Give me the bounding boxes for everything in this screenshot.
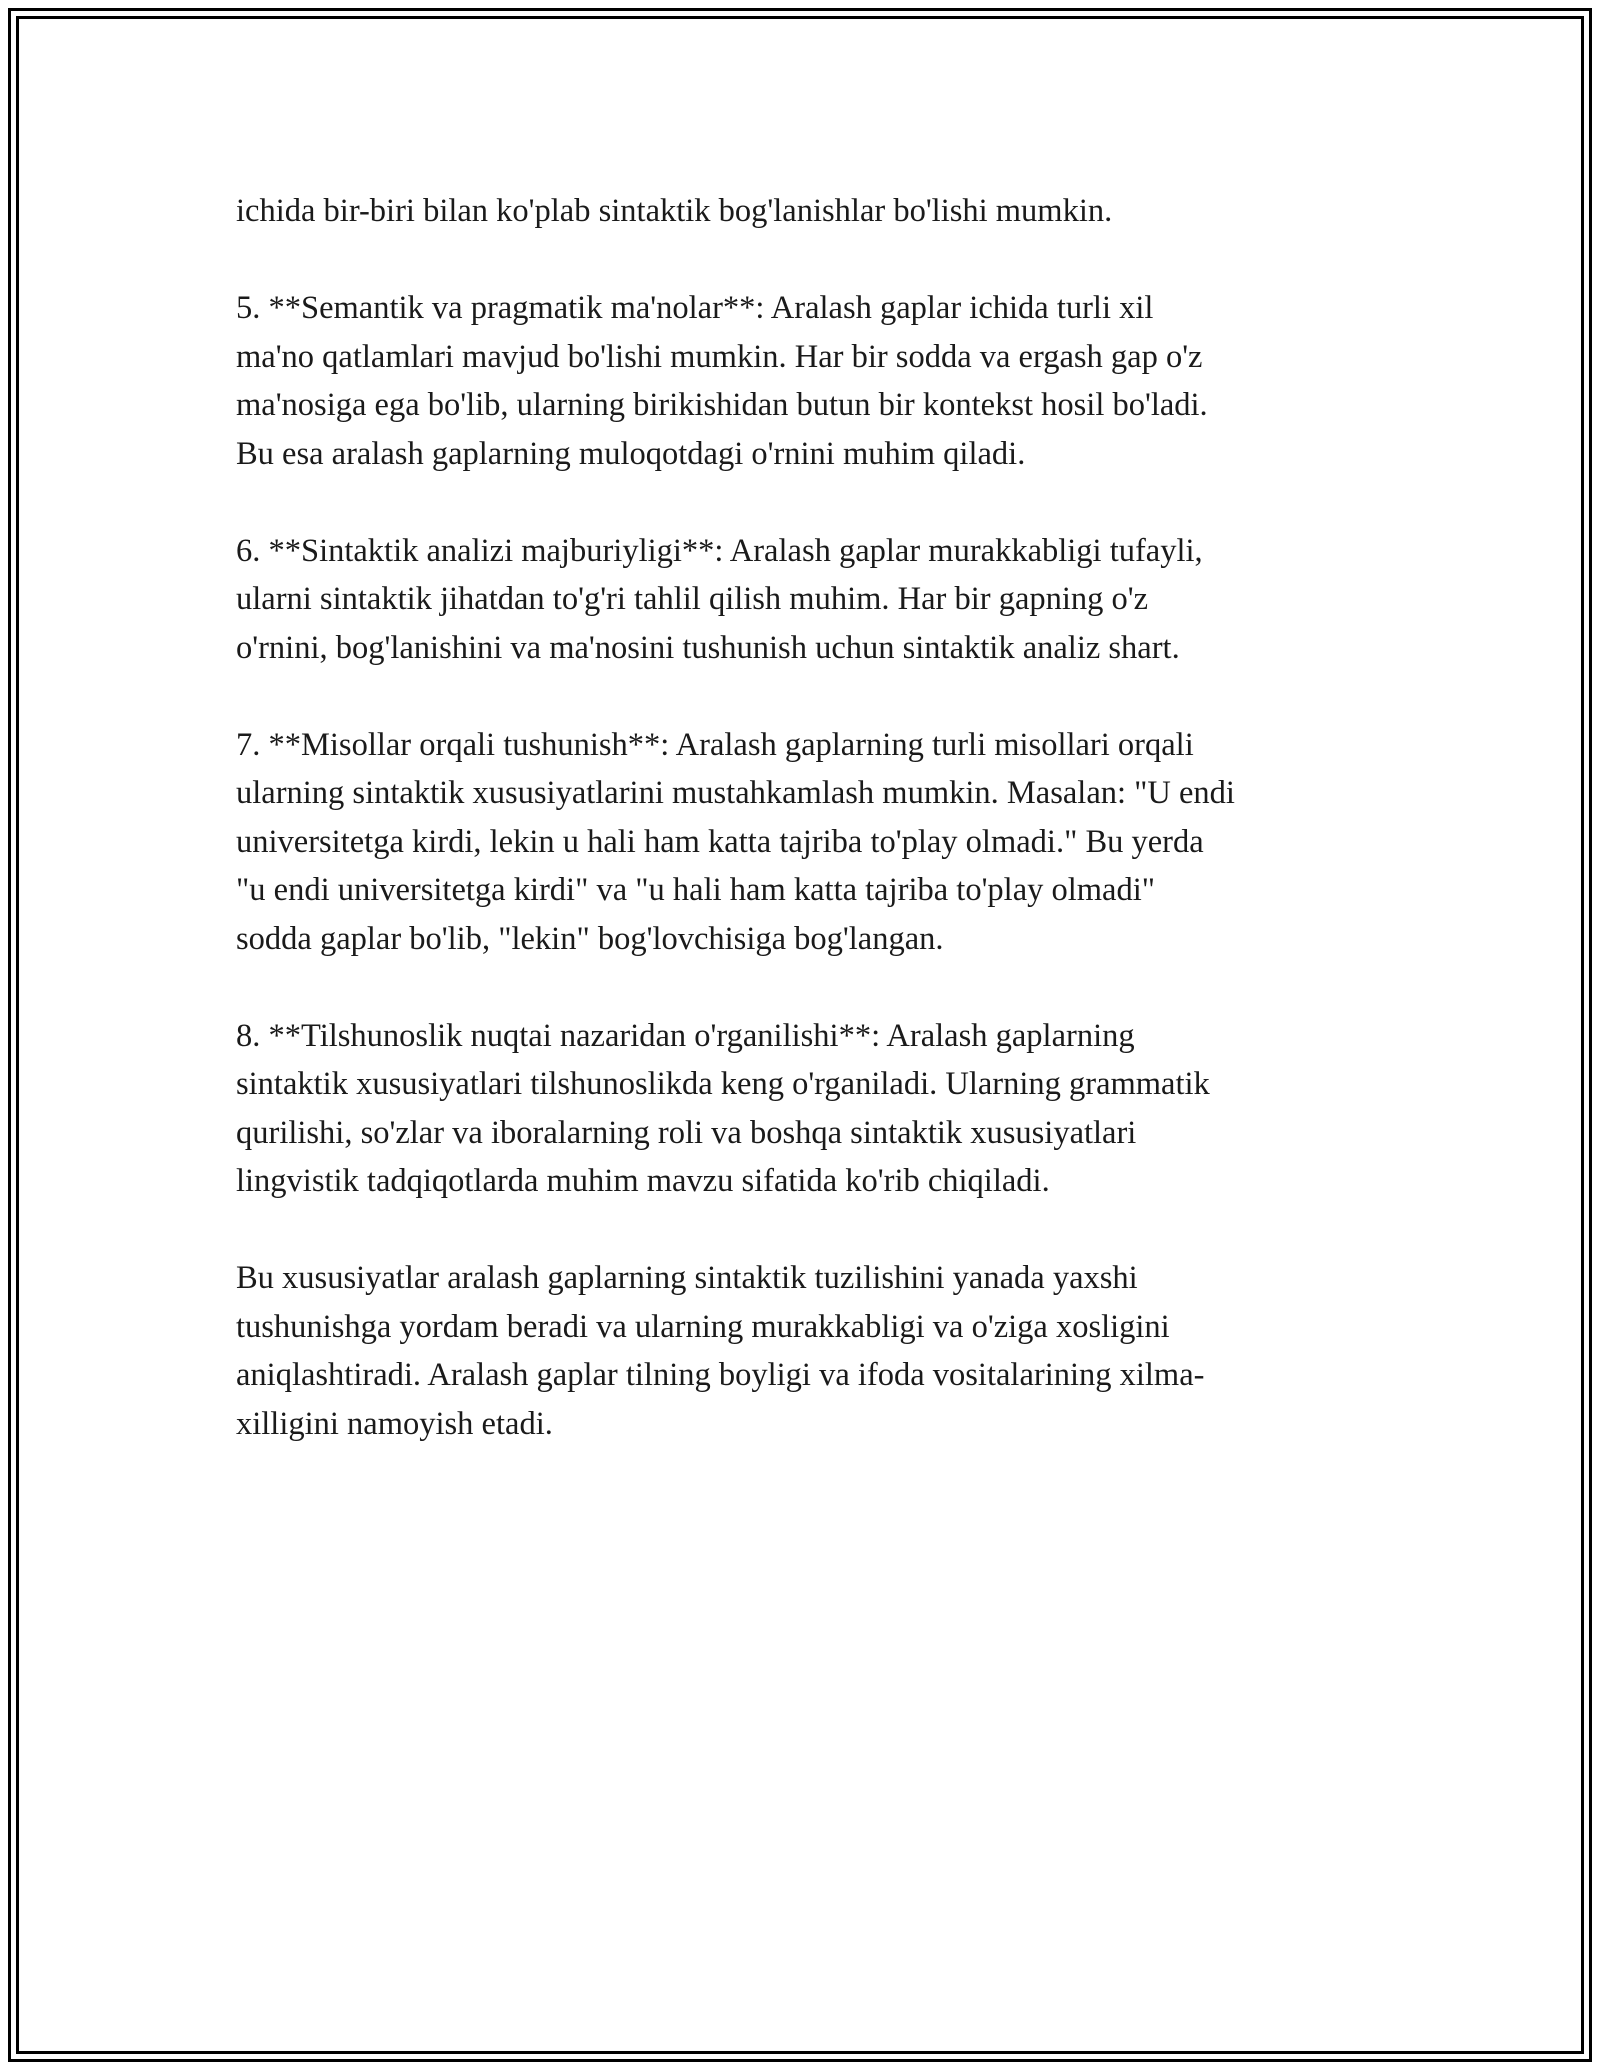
text-line: ma'nosiga ega bo'lib, ularning birikishidan butun bir kontekst hosil bo'ladi. <box>236 387 1208 423</box>
text-line: tushunishga yordam beradi va ularning murakkabligi va o'ziga xosligini <box>236 1308 1170 1345</box>
paragraph-point-5 <box>236 284 1376 478</box>
text-line: Bu esa aralash gaplarning muloqotdagi o'rnini muhim qiladi. <box>236 435 1026 472</box>
text-line: ularni sintaktik jihatdan to'g'ri tahlil qilish muhim. Har bir gapning o'z <box>236 581 1149 617</box>
text-line: ma'no qatlamlari mavjud bo'lishi mumkin. Har bir sodda va ergash gap o'z <box>236 338 1203 375</box>
text-line: universitetga kirdi, lekin u hali ham katta tajriba to'play olmadi." Bu yerda <box>236 823 1204 860</box>
paragraph-point-6 <box>236 527 1376 673</box>
text-line: 8. **Tilshunoslik nuqtai nazaridan o'rganilishi**: Aralash gaplarning <box>236 1017 1135 1054</box>
paragraph-point-7 <box>236 721 1376 964</box>
text-line: ularning sintaktik xususiyatlarini mustahkamlash mumkin. Masalan: "U endi <box>236 775 1235 811</box>
paragraph-point-8 <box>236 1012 1376 1206</box>
text-line: 7. **Misollar orqali tushunish**: Aralash gaplarning turli misollari orqali <box>236 726 1194 763</box>
text-line: sodda gaplar bo'lib, "lekin" bog'lovchisiga bog'langan. <box>236 920 944 957</box>
text-line: xilligini namoyish etadi. <box>236 1405 553 1442</box>
text-line: aniqlashtiradi. Aralash gaplar tilning boyligi va ifoda vositalarining xilma- <box>236 1357 1205 1393</box>
text-line: qurilishi, so'zlar va iboralarning roli va boshqa sintaktik xususiyatlari <box>236 1114 1137 1151</box>
paragraph-conclusion <box>236 1254 1376 1448</box>
text-line: o'rnini, bog'lanishini va ma'nosini tushunish uchun sintaktik analiz shart. <box>236 629 1180 666</box>
text-line: "u endi universitetga kirdi" va "u hali ham katta tajriba to'play olmadi" <box>236 872 1156 908</box>
text-line: sintaktik xususiyatlari tilshunoslikda keng o'rganiladi. Ularning grammatik <box>236 1066 1210 1102</box>
document-body <box>236 187 1376 1497</box>
text-line: 5. **Semantik va pragmatik ma'nolar**: Aralash gaplar ichida turli xil <box>236 290 1154 326</box>
text-line: 6. **Sintaktik analizi majburiyligi**: Aralash gaplar murakkabligi tufayli, <box>236 532 1203 569</box>
paragraph-continuation <box>236 187 1376 236</box>
text-line: ichida bir-biri bilan ko'plab sintaktik bog'lanishlar bo'lishi mumkin. <box>236 193 1113 229</box>
text-line: Bu xususiyatlar aralash gaplarning sintaktik tuzilishini yanada yaxshi <box>236 1260 1138 1296</box>
text-line: lingvistik tadqiqotlarda muhim mavzu sifatida ko'rib chiqiladi. <box>236 1163 1050 1199</box>
